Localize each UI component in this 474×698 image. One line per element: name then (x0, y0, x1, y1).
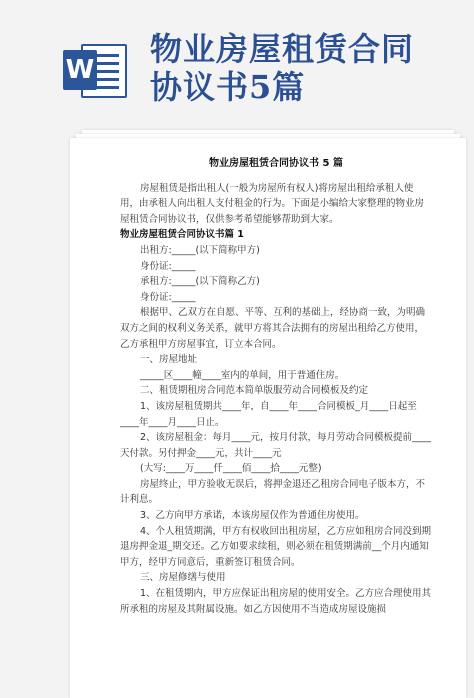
page-title-line-1: 物业房屋租赁合同 (150, 30, 415, 68)
agreement-paragraph: 根据甲、乙双方在自愿、平等、互利的基础上，经协商一致，为明确双方之间的权利义务关系，就甲方将其合法拥有的房屋出租给乙方使用，乙方承租甲方房屋事宜，订立本合同。 (120, 307, 426, 350)
lessor-id-field: 身份证:_____ (140, 260, 196, 272)
lessee-field: 承租方:_____(以下简称乙方) (140, 276, 260, 288)
clause-heading-2: 二、租赁期租房合同范本简单版服劳动合同模板及约定 (140, 385, 369, 397)
document-title: 物业房屋租赁合同协议书 5 篇 (209, 158, 343, 169)
page-title (150, 30, 460, 106)
clause-2-amount-upper: (大写:____万____仟____佰____拾____元整) (140, 463, 322, 475)
clause-2-4: 4、个人租赁期满，甲方有权收回出租房屋，乙方应如租房合同没到期退房押金退_期交还。乙方如要求续租，则必须在租赁期满前__个月内通知甲方，经甲方同意后，重新签订租赁合同。 (120, 525, 432, 568)
clause-3-1: 1、在租赁期内，甲方应保证出租房屋的使用安全。乙方应合理使用其所承租的房屋及其附属设施。如乙方因使用不当造成房屋设施损 (120, 588, 432, 615)
page-title-line-2: 协议书5篇 (150, 68, 306, 106)
clause-1-detail: _____区____幢____室内的单间，用于普通住房。 (140, 369, 345, 381)
clause-heading-3: 三、房屋修缮与使用 (140, 572, 226, 584)
lessor-field: 出租方:_____(以下简称甲方) (140, 244, 260, 256)
clause-2-2: 2、该房屋租金：每月____元，按月付款，每月劳动合同模板提前____天付款。另付押金____元，共计____元 (120, 432, 432, 459)
word-letter-tile: W (63, 50, 97, 90)
lessee-id-field: 身份证:_____ (140, 291, 196, 303)
intro-paragraph: 房屋租赁是指出租人(一般为房屋所有权人)将房屋出租给承租人使用，由承租人向出租人支付租金的行为。下面是小编给大家整理的物业房屋租赁合同协议书，仅供参考希望能够帮助到大家。 (120, 182, 425, 225)
word-icon (63, 40, 129, 102)
clause-2-1: 1、该房屋租赁期共____年，自____年____合同模板_月____日起至____年____月____日止。 (120, 400, 417, 428)
clause-2-3: 3、乙方向甲方承诺，本该房屋仅作为普通住房使用。 (140, 510, 365, 522)
clause-heading-1: 一、房屋地址 (140, 354, 198, 366)
clause-2-deposit-return: 房屋终止，甲方验收无误后，将押金退还乙租房合同电子版本方，不计利息。 (120, 478, 426, 506)
document-content (120, 156, 432, 617)
section-heading: 物业房屋租赁合同协议书篇 1 (120, 229, 244, 241)
